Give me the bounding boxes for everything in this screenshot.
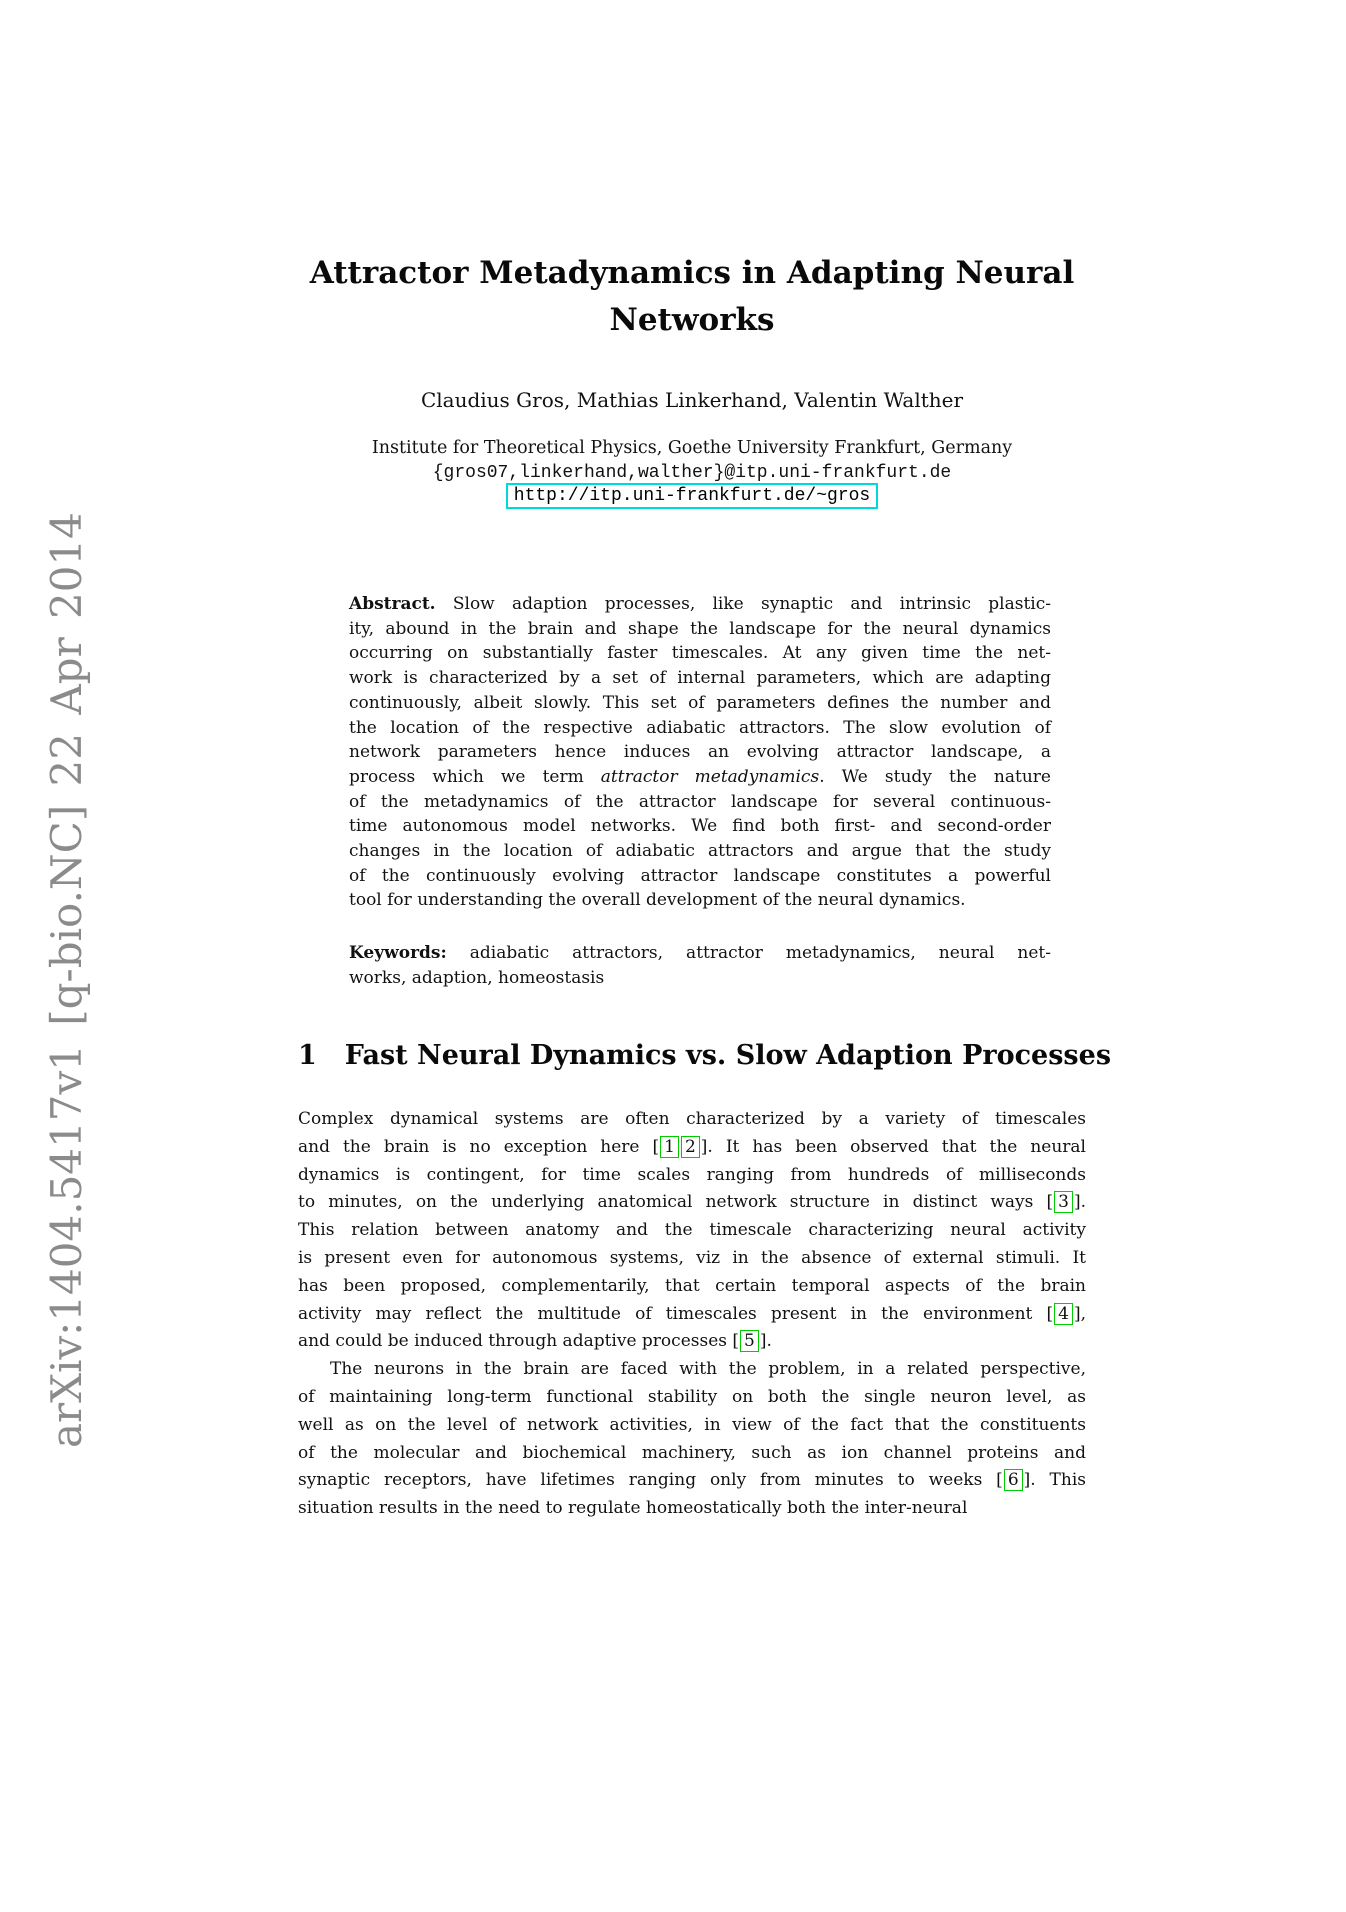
text-line: and could be induced through adaptive processes [ 5 ].: [298, 1331, 772, 1352]
section-title: Fast Neural Dynamics vs. Slow Adaption Processes: [344, 1040, 1112, 1071]
citation-link[interactable]: 1: [660, 1136, 679, 1158]
text-line: continuously, albeit slowly. This set of parameters defines the number and: [349, 692, 1051, 713]
paper-content: [298, 0, 1112, 1912]
abstract: [349, 592, 1051, 913]
homepage-row: [298, 483, 1086, 509]
section-heading: [298, 1040, 1112, 1071]
section-number: 1: [298, 1040, 317, 1071]
abstract-label: Abstract.: [349, 594, 436, 614]
text-line: This relation between anatomy and the timescale characterizing neural activity: [298, 1220, 1086, 1241]
text-line: changes in the location of adiabatic attractors and argue that the study: [349, 841, 1051, 862]
citation-link[interactable]: 6: [1004, 1469, 1023, 1491]
citation-link[interactable]: 3: [1054, 1191, 1073, 1213]
text-line: has been proposed, complementarily, that certain temporal aspects of the brain: [298, 1275, 1086, 1296]
title-line-2: Networks: [609, 302, 775, 338]
text-line: of the metadynamics of the attractor landscape for several continuous-: [349, 791, 1051, 812]
text-line: The neurons in the brain are faced with the problem, in a related perspective,: [330, 1359, 1086, 1380]
arxiv-watermark: arXiv:1404.5417v1 [q-bio.NC] 22 Apr 2014: [42, 512, 91, 1448]
text-line: Complex dynamical systems are often characterized by a variety of timescales: [298, 1109, 1086, 1129]
text-line: and the brain is no exception here [ 1 2 ]. It has been observed that the neural: [298, 1136, 1086, 1157]
text-line: activity may reflect the multitude of timescales present in the environment [ 4 ],: [298, 1303, 1086, 1324]
text-line: to minutes, on the underlying anatomical network structure in distinct ways [ 3 ].: [298, 1192, 1086, 1213]
text-line: tool for understanding the overall development of the neural dynamics.: [349, 890, 966, 911]
authors: Claudius Gros, Mathias Linkerhand, Valentin Walther: [420, 388, 964, 412]
text-line: dynamics is contingent, for time scales ranging from hundreds of milliseconds: [298, 1164, 1086, 1185]
paragraph: [298, 1356, 1086, 1523]
text-line: work is characterized by a set of internal parameters, which are adapting: [349, 668, 1051, 689]
title-line-1: Attractor Metadynamics in Adapting Neural: [309, 255, 1075, 291]
citation-link[interactable]: 2: [681, 1136, 700, 1158]
affiliation: Institute for Theoretical Physics, Goethe University Frankfurt, Germany: [371, 438, 1013, 458]
citation-link[interactable]: 5: [740, 1330, 759, 1352]
text-line: Keywords: adiabatic attractors, attractor metadynamics, neural net-: [349, 943, 1051, 963]
text-line: of maintaining long-term functional stability on both the single neuron level, as: [298, 1386, 1086, 1407]
homepage-link[interactable]: http://itp.uni-frankfurt.de/~gros: [506, 483, 878, 509]
text-line: process which we term attractor metadynamics. We study the nature: [349, 766, 1051, 787]
citation-link[interactable]: 4: [1054, 1303, 1073, 1325]
text-line: works, adaption, homeostasis: [349, 967, 605, 988]
text-line: is present even for autonomous systems, viz in the absence of external stimuli. It: [298, 1247, 1086, 1268]
text-line: Abstract. Slow adaption processes, like synaptic and intrinsic plastic-: [349, 594, 1051, 614]
section-body: [298, 1106, 1086, 1523]
text-line: well as on the level of network activities, in view of the fact that the constituents: [298, 1414, 1086, 1435]
keywords: [349, 941, 1051, 990]
text-line: situation results in the need to regulate homeostatically both the inter-neural: [298, 1498, 968, 1519]
paragraph: [298, 1106, 1086, 1356]
paper-title: [298, 250, 1086, 344]
text-line: occurring on substantially faster timescales. At any given time the net-: [349, 643, 1051, 664]
keywords-label: Keywords:: [349, 943, 447, 963]
text-line: of the continuously evolving attractor landscape constitutes a powerful: [349, 865, 1051, 886]
text-line: network parameters hence induces an evolving attractor landscape, a: [349, 742, 1051, 763]
text-line: of the molecular and biochemical machinery, such as ion channel proteins and: [298, 1442, 1086, 1463]
text-line: ity, abound in the brain and shape the landscape for the neural dynamics: [349, 618, 1051, 639]
text-line: time autonomous model networks. We find both first- and second-order: [349, 816, 1051, 837]
text-line: the location of the respective adiabatic attractors. The slow evolution of: [349, 717, 1051, 738]
email-line: {gros07,linkerhand,walther}@itp.uni-frankfurt.de: [432, 463, 952, 483]
text-line: synaptic receptors, have lifetimes ranging only from minutes to weeks [ 6 ]. This: [298, 1470, 1087, 1491]
